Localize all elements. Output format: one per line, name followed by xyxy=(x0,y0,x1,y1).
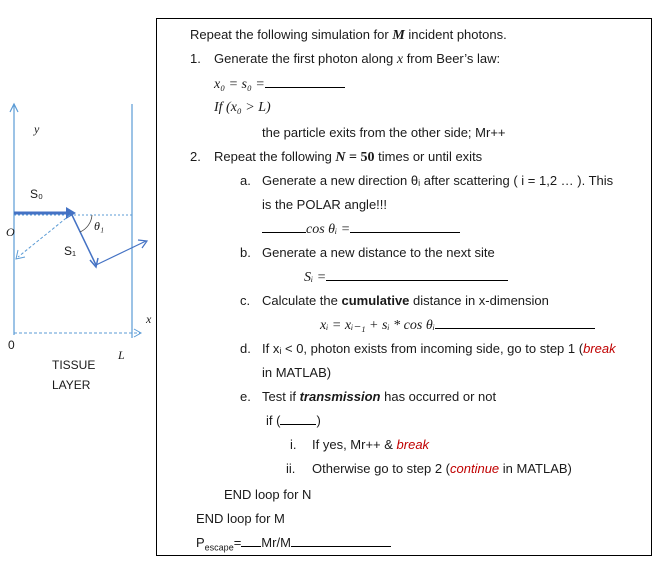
s0-label: S₀ xyxy=(30,187,43,201)
d-letter: d. xyxy=(240,341,251,356)
step1-text: Generate the first photon along x from Beer’s law: xyxy=(214,51,501,67)
theta1-arc xyxy=(80,215,92,232)
a-text-2: is the POLAR angle!!! xyxy=(262,197,388,212)
e-letter: e. xyxy=(240,389,251,404)
end-loop-m: END loop for M xyxy=(196,511,285,526)
backscatter-arrowhead xyxy=(16,250,25,259)
intro-line: Repeat the following simulation for M incident photons. xyxy=(190,27,507,43)
s2-path xyxy=(96,241,146,265)
d-text: If xᵢ < 0, photon exists from incoming side, go to step 1 (break xyxy=(262,341,616,356)
theta1-label: θ₁ xyxy=(94,219,105,233)
ii-num: ii. xyxy=(286,461,296,476)
step1-line: 1. xyxy=(190,51,201,66)
i-text: If yes, Mr++ & break xyxy=(312,437,430,452)
c-letter: c. xyxy=(240,293,251,308)
p-escape-line: $P_{escape}= Mr/M$ xyxy=(196,534,391,557)
step1-equation: x₀ = s₀ = xyxy=(214,75,345,94)
c-equation: xᵢ = xᵢ₋₁ + sᵢ * cos θᵢ xyxy=(320,316,595,335)
a-letter: a. xyxy=(240,173,251,188)
s1-label: S₁ xyxy=(64,244,77,258)
s0-arrowhead xyxy=(66,207,76,219)
c-text: Calculate the cumulative distance in x-dimension xyxy=(262,293,549,308)
origin-label: O xyxy=(6,225,15,239)
ii-text: Otherwise go to step 2 (continue in MATLAB) xyxy=(312,461,572,476)
a-text-1: Generate a new direction θᵢ after scattering ( i = 1,2 … ). This xyxy=(262,173,614,188)
end-loop-n: END loop for N xyxy=(224,487,312,502)
a-equation: cos θᵢ = xyxy=(262,220,460,239)
b-equation: Sᵢ = xyxy=(304,268,508,287)
tissue-label: TISSUE xyxy=(52,358,96,372)
origin-zero-label: 0 xyxy=(8,338,15,352)
i-num: i. xyxy=(290,437,297,452)
backscatter-arrow xyxy=(18,215,70,257)
y-axis-label: y xyxy=(34,122,40,136)
tissue-layer-diagram xyxy=(0,0,160,420)
step1-exit: the particle exits from the other side; Mr++ xyxy=(262,125,506,140)
b-letter: b. xyxy=(240,245,251,260)
step2-text: Repeat the following N = 50 times or until exits xyxy=(214,149,483,165)
e-text: Test if transmission has occurred or not xyxy=(262,389,497,404)
layer-label: LAYER xyxy=(52,378,91,392)
step2-num: 2. xyxy=(190,149,201,164)
step1-if: If (x₀ > L) xyxy=(214,100,271,115)
x-axis-label: x xyxy=(146,312,152,326)
l-label: L xyxy=(118,348,125,362)
b-text: Generate a new distance to the next site xyxy=(262,245,495,260)
e-if: if ( ) xyxy=(266,413,321,428)
d-text-2: in MATLAB) xyxy=(262,365,332,380)
